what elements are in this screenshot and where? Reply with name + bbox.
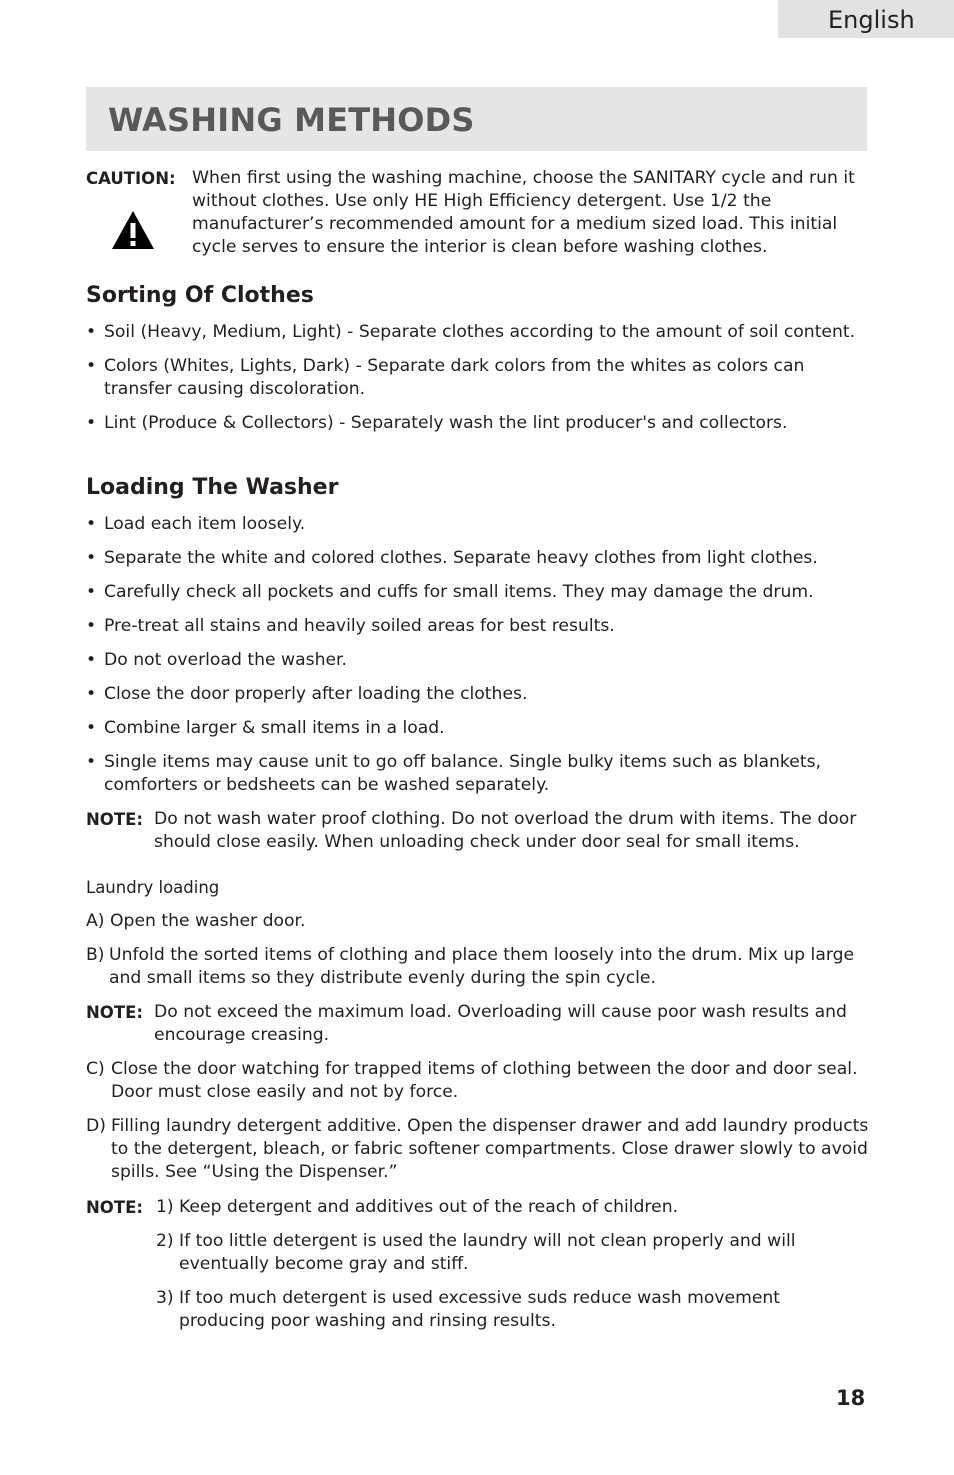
loading-note: [86, 808, 871, 854]
list-item: • Soil (Heavy, Medium, Light) - Separate clothes according to the amount of soil content.: [86, 321, 871, 344]
list-item: [156, 1287, 871, 1333]
caution-label: CAUTION:: [86, 169, 176, 188]
detergent-note-list: [156, 1196, 871, 1344]
note-label: NOTE:: [86, 810, 143, 829]
note-label: NOTE:: [86, 1003, 143, 1022]
steps-list-a-b: [86, 910, 871, 1001]
step-key: A): [86, 911, 105, 931]
title-banner: [86, 87, 867, 151]
warning-triangle-icon: [111, 210, 155, 250]
list-item: • Pre-treat all stains and heavily soiled areas for best results.: [86, 615, 871, 638]
step-c: [86, 1058, 871, 1104]
step-d: [86, 1115, 871, 1184]
step-a: [86, 910, 871, 933]
step-key: C): [86, 1059, 105, 1079]
list-item: • Carefully check all pockets and cuffs for small items. They may damage the drum.: [86, 581, 871, 604]
step-text: Close the door watching for trapped items of clothing between the door and door seal. Door must close easily and not by force.: [111, 1059, 858, 1102]
sorting-list: [86, 321, 871, 446]
item-text: If too little detergent is used the laundry will not clean properly and will eventually become gray and stiff.: [179, 1231, 796, 1274]
step-text: Filling laundry detergent additive. Open the dispenser drawer and add laundry products to the detergent, bleach, or fabric softener compartments. Close drawer slowly to avoid spills. See “Using the Dispenser.”: [111, 1116, 869, 1182]
list-item: [156, 1230, 871, 1276]
language-tab: English: [778, 0, 954, 38]
step-key: B): [86, 945, 105, 965]
sorting-heading: Sorting Of Clothes: [86, 283, 314, 308]
step-text: Unfold the sorted items of clothing and place them loosely into the drum. Mix up large and small items so they distribute evenly during the spin cycle.: [109, 945, 855, 988]
item-text: If too much detergent is used excessive suds reduce wash movement producing poor washing and rinsing results.: [179, 1288, 781, 1331]
list-item: • Load each item loosely.: [86, 513, 871, 536]
loading-heading: Loading The Washer: [86, 475, 339, 500]
page-number: 18: [836, 1386, 866, 1410]
laundry-loading-heading: Laundry loading: [86, 878, 220, 897]
list-item: • Close the door properly after loading the clothes.: [86, 683, 871, 706]
list-item: • Combine larger & small items in a load.: [86, 717, 871, 740]
note-text: Do not exceed the maximum load. Overloading will cause poor wash results and encourage creasing.: [154, 1002, 847, 1045]
item-key: 3): [156, 1288, 174, 1308]
step-b: [86, 944, 871, 990]
step-text: Open the washer door.: [110, 911, 306, 931]
steps-list-c-d: [86, 1058, 871, 1195]
loading-list: [86, 513, 871, 808]
item-key: 2): [156, 1231, 174, 1251]
list-item: • Single items may cause unit to go off balance. Single bulky items such as blankets, comforters or bedsheets can be washed separately.: [86, 751, 871, 797]
page-title: WASHING METHODS: [108, 101, 475, 139]
note-label: NOTE:: [86, 1198, 143, 1217]
step-key: D): [86, 1116, 106, 1136]
item-text: Keep detergent and additives out of the reach of children.: [179, 1197, 679, 1217]
list-item: • Separate the white and colored clothes. Separate heavy clothes from light clothes.: [86, 547, 871, 570]
overload-note: [86, 1001, 871, 1047]
list-item: [156, 1196, 871, 1219]
item-key: 1): [156, 1197, 174, 1217]
caution-text: When first using the washing machine, choose the SANITARY cycle and run it without clothes. Use only HE High Efficiency detergent. Use 1/2 the manufacturer’s recommended amount for a medium sized load. This initial cycle serves to ensure the interior is clean before washing clothes.: [192, 168, 855, 257]
list-item: • Colors (Whites, Lights, Dark) - Separate dark colors from the whites as colors can transfer causing discoloration.: [86, 355, 871, 401]
note-text: Do not wash water proof clothing. Do not overload the drum with items. The door should close easily. When unloading check under door seal for small items.: [154, 809, 857, 852]
list-item: • Do not overload the washer.: [86, 649, 871, 672]
list-item: • Lint (Produce & Collectors) - Separately wash the lint producer's and collectors.: [86, 412, 871, 435]
